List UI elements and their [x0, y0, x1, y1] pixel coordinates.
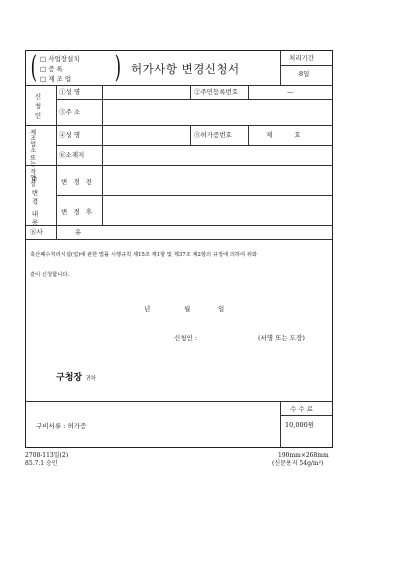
approval-date: 85.7.1 승인 [25, 460, 58, 467]
right-brace: ) [114, 50, 122, 85]
applicant-rrn-label: ②주민등록번호 [194, 88, 239, 96]
option-registration[interactable]: □ 증 록 [40, 65, 63, 73]
paper-spec: (신문용지 54g/m²) [272, 460, 324, 467]
recipient-title [56, 374, 96, 383]
left-brace: ( [30, 50, 38, 85]
processing-period-value: 8일 [299, 70, 310, 78]
fee-label: 수 수 료 [290, 405, 313, 413]
change-after-label: 변 경 후 [61, 208, 94, 216]
applicant-section-label: 신청인 [33, 93, 42, 122]
recipient-name: 구청장 [56, 373, 83, 383]
applicant-rrn-value[interactable]: — [287, 88, 294, 96]
change-before-label: 변 경 전 [61, 178, 94, 186]
sign-hint: (서명 또는 도장) [258, 334, 305, 342]
type-options [28, 50, 126, 85]
business-section-label: 제조업소 또는 작업장 [28, 129, 36, 187]
change-section-label: ⑦ 변경 내용 [30, 175, 39, 228]
statement-line-2: 같이 신청합니다. [30, 272, 70, 278]
required-documents: 구비서류 : 허가증 [36, 422, 87, 430]
permit-number-label: ⑤허가증번호 [194, 131, 232, 139]
paper-size: 190mm×268mm [278, 452, 329, 459]
applicant-name-label: ①성 명 [59, 88, 81, 96]
applicant-address-label: ③주 소 [59, 108, 81, 116]
form-title: 허가사항 변경신청서 [131, 62, 240, 76]
date-day[interactable]: 일 [218, 305, 225, 313]
business-location-label: ⑥소재지 [59, 151, 85, 159]
form-number: 2708-113일(2) [25, 452, 69, 459]
processing-period-label: 처리기간 [289, 54, 315, 62]
option-manufacturing[interactable]: □ 제 조 업 [40, 75, 72, 83]
applicant-sign-label: 신청인 : [174, 334, 198, 342]
statement-line-1: 축산폐수처리시설(업)에 관한 법률 시행규칙 제15조 제1항 및 제37조 제2항의 규정에 의하여 위와 [30, 252, 258, 258]
fee-value: 10,000원 [285, 421, 315, 429]
date-month[interactable]: 월 [184, 305, 191, 313]
application-form [25, 50, 333, 448]
permit-number-value[interactable]: 제 호 [266, 131, 311, 139]
option-facility[interactable]: □ 사업장설치 [40, 55, 80, 63]
business-name-label: ④성 명 [59, 131, 81, 139]
date-year[interactable]: 년 [144, 305, 151, 313]
recipient-suffix: 귀하 [85, 376, 96, 382]
reason-label: ⑧사 유 [30, 228, 82, 236]
